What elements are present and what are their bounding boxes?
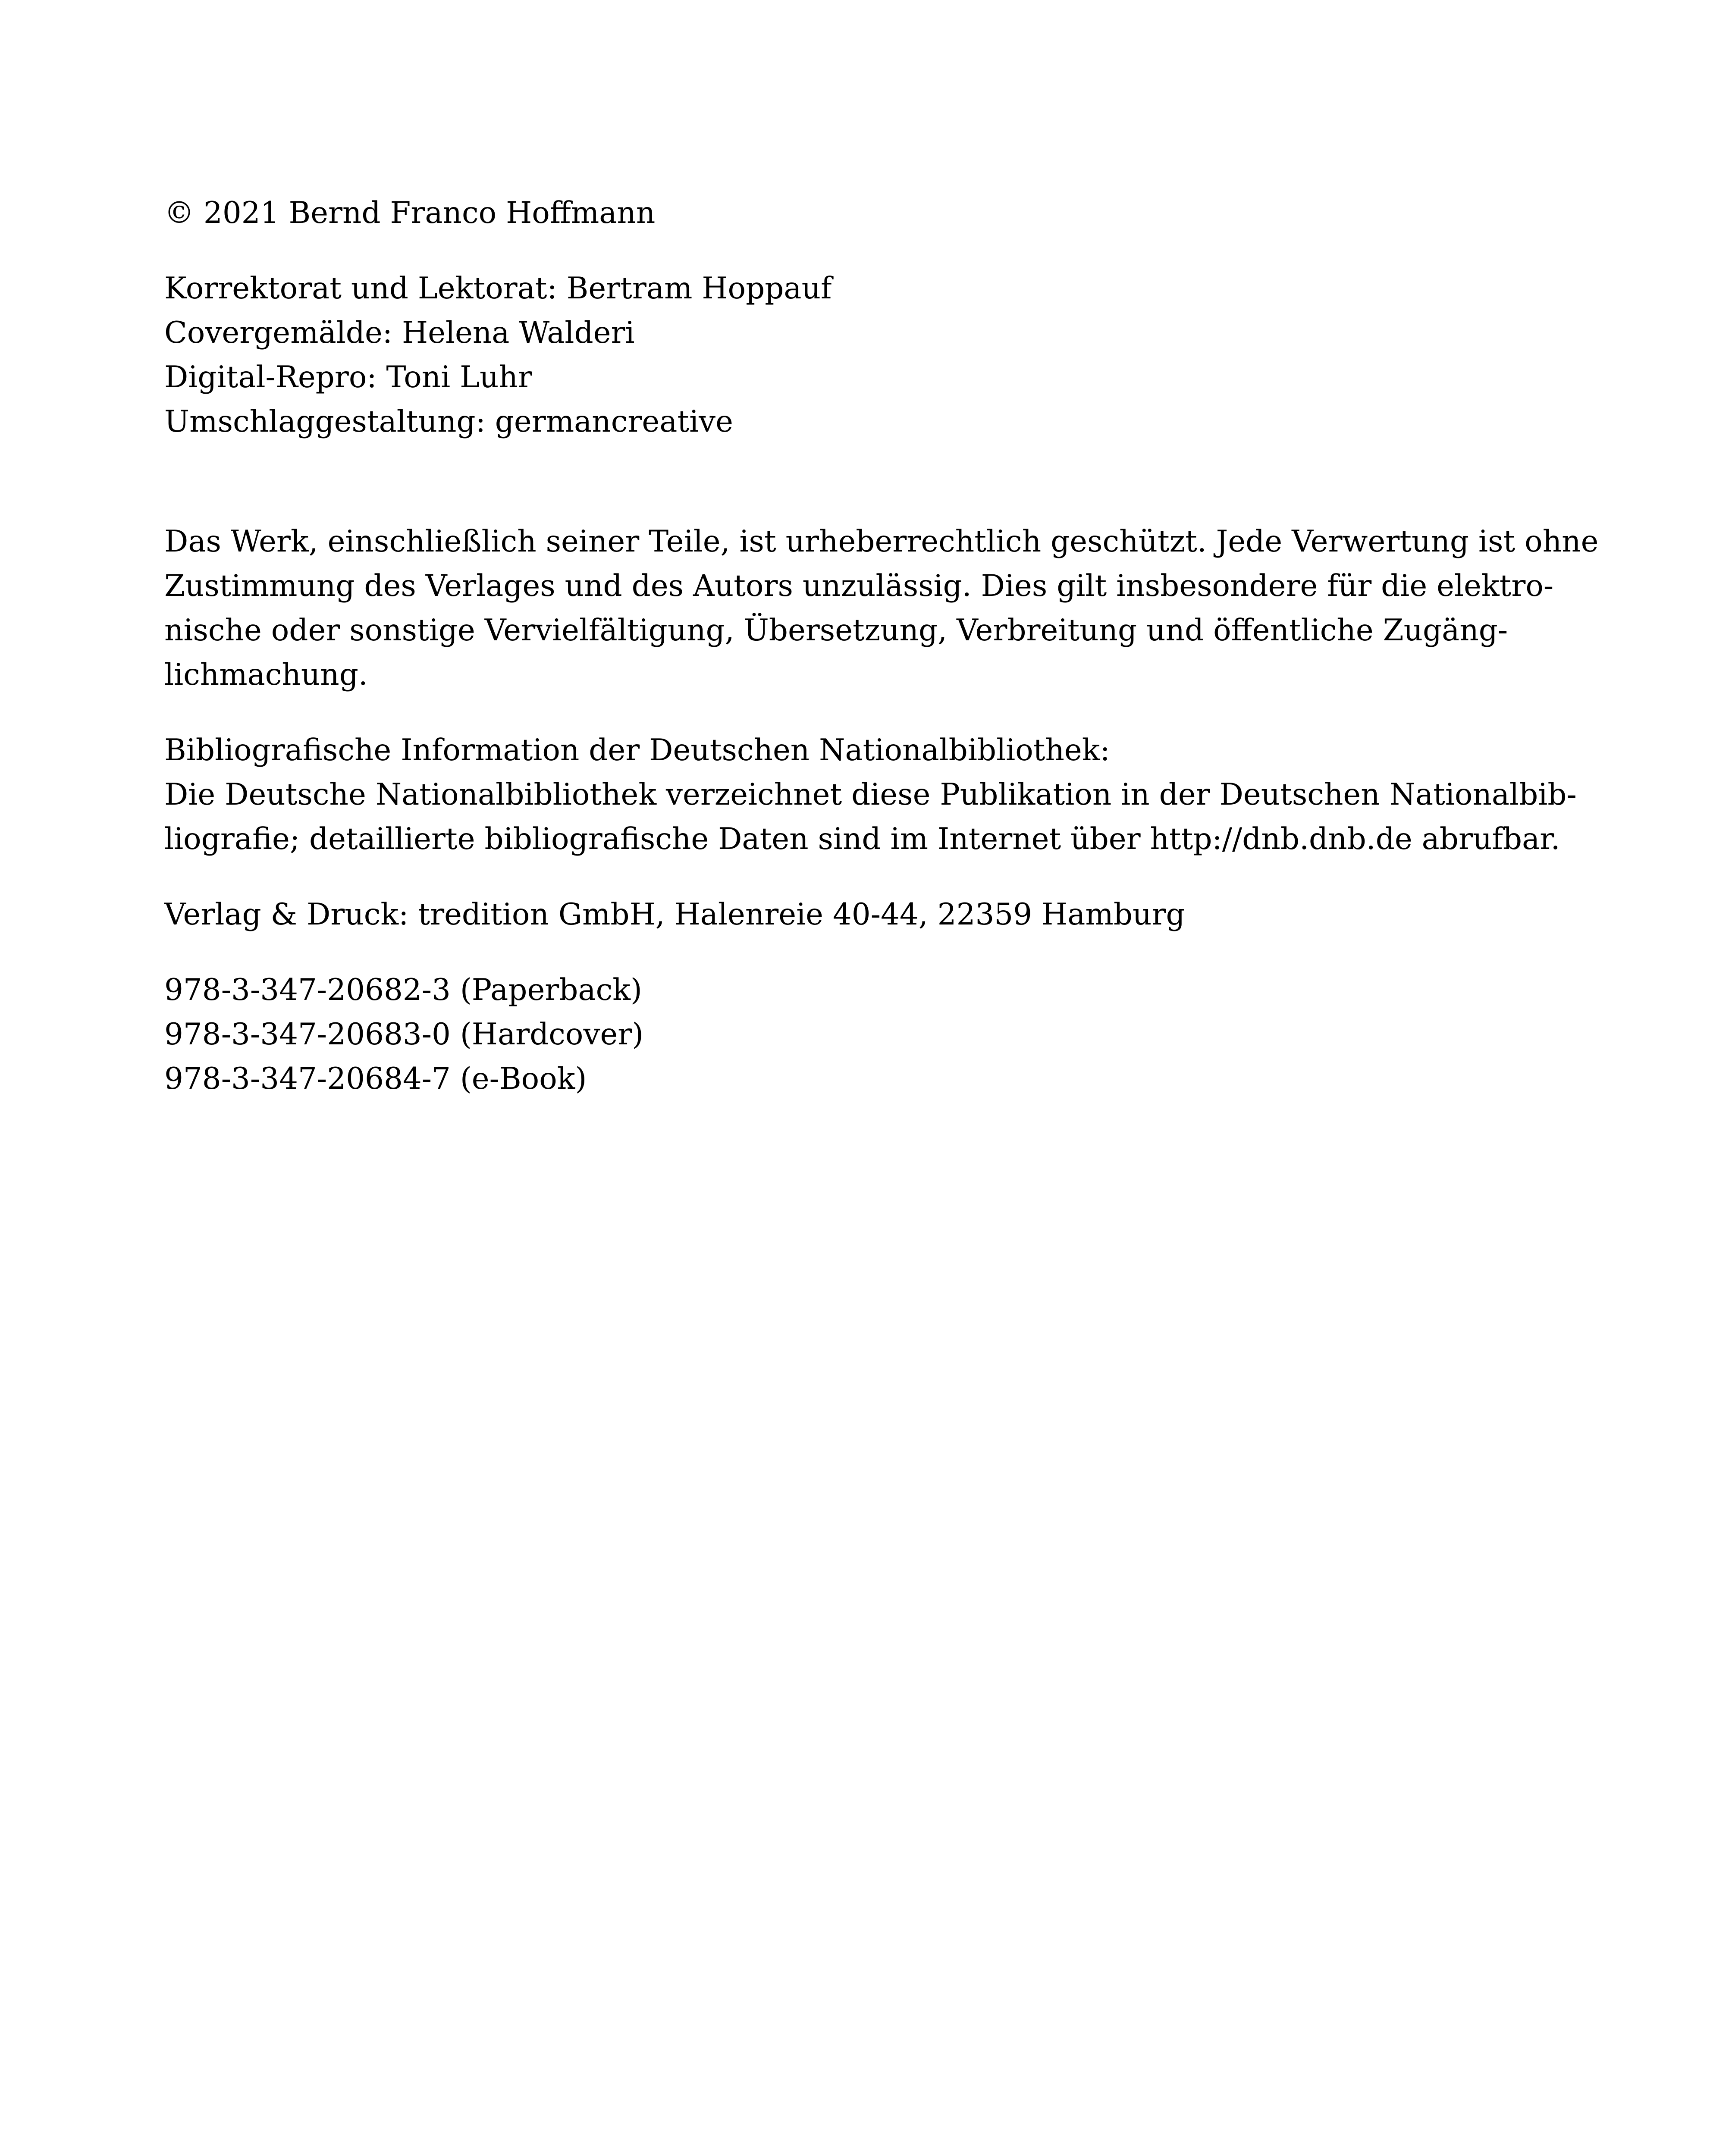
isbn-list: [164, 968, 1568, 1101]
publisher-line: [164, 893, 1568, 937]
rights-line: lichmachung.: [164, 658, 368, 692]
bibliographic-heading: Bibliografische Information der Deutschen Nationalbibliothek:: [164, 733, 1110, 768]
copyright-line: [164, 191, 1568, 235]
isbn-paperback: 978-3-347-20682-3 (Paperback): [164, 973, 642, 1007]
isbn-ebook: 978-3-347-20684-7 (e-Book): [164, 1062, 587, 1096]
rights-line: Zustimmung des Verlages und des Autors unzulässig. Dies gilt insbesondere für die elektro-: [164, 569, 1554, 603]
bibliographic-line: Die Deutsche Nationalbibliothek verzeichnet diese Publikation in der Deutschen Nationalbib-: [164, 777, 1577, 812]
credits-block: [164, 266, 1568, 444]
publisher-text: Verlag & Druck: tredition GmbH, Halenreie 40-44, 22359 Hamburg: [164, 897, 1185, 932]
credit-proofreading: Korrektorat und Lektorat: Bertram Hoppauf: [164, 271, 832, 306]
credit-cover-painting: Covergemälde: Helena Walderi: [164, 316, 635, 350]
rights-line: nische oder sonstige Vervielfältigung, Übersetzung, Verbreitung und öffentliche Zugäng-: [164, 613, 1508, 648]
rights-notice: [164, 520, 1599, 697]
bibliographic-info: [164, 728, 1577, 862]
rights-line: Das Werk, einschließlich seiner Teile, ist urheberrechtlich geschützt. Jede Verwertung ist ohne: [164, 524, 1599, 559]
bibliographic-line: liografie; detaillierte bibliografische Daten sind im Internet über http://dnb.dnb.de abrufbar.: [164, 822, 1560, 856]
credit-cover-design: Umschlaggestaltung: germancreative: [164, 404, 733, 439]
isbn-hardcover: 978-3-347-20683-0 (Hardcover): [164, 1017, 644, 1052]
imprint-content: [164, 191, 1599, 1101]
copyright-text: © 2021 Bernd Franco Hoffmann: [164, 196, 656, 230]
credit-digital-repro: Digital-Repro: Toni Luhr: [164, 360, 532, 395]
